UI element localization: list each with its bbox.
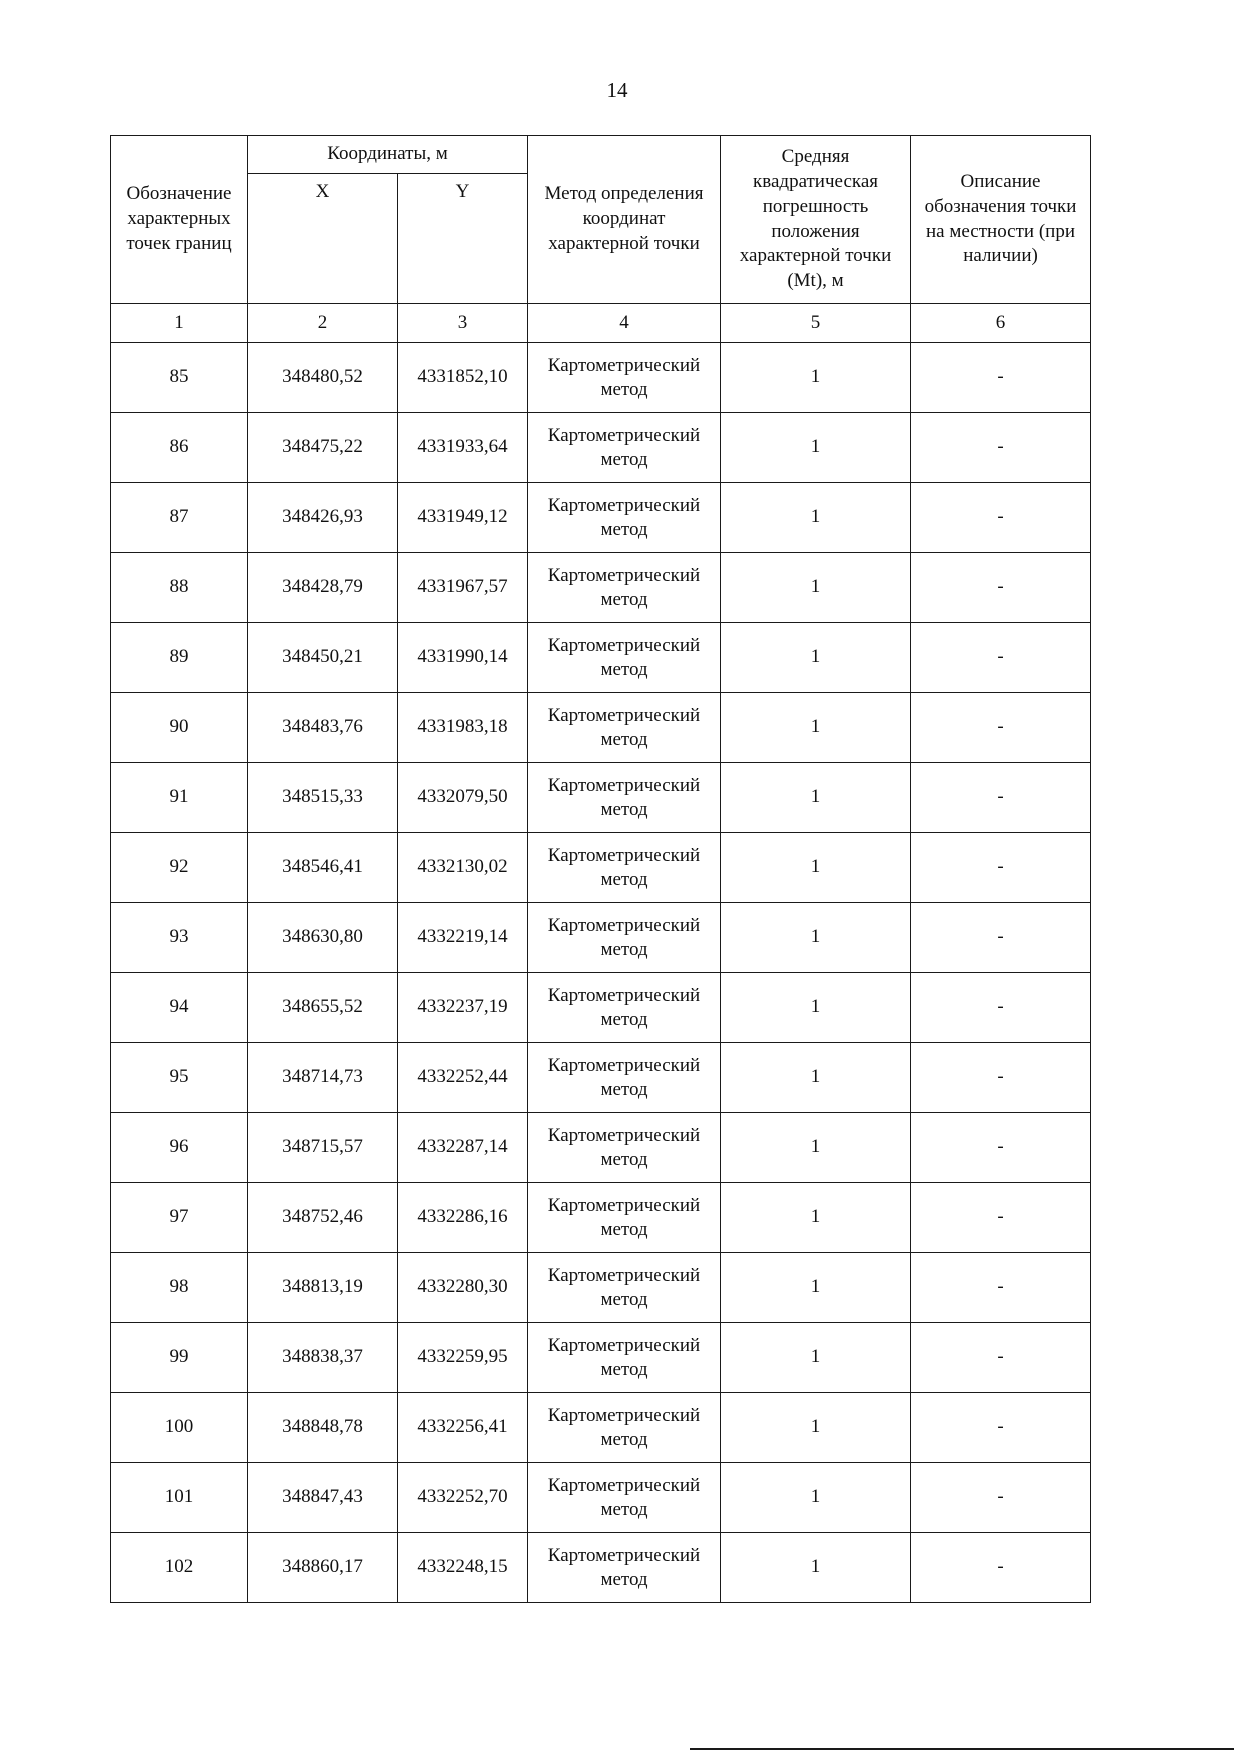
method-cell: Картометрический метод <box>528 1043 721 1113</box>
x-coordinate-cell: 348813,19 <box>248 1253 398 1323</box>
x-coordinate-cell: 348655,52 <box>248 973 398 1043</box>
table-header <box>111 136 1091 343</box>
description-cell: - <box>911 903 1091 973</box>
x-coordinate-cell: 348515,33 <box>248 763 398 833</box>
error-cell: 1 <box>721 553 911 623</box>
x-coordinate-cell: 348714,73 <box>248 1043 398 1113</box>
point-number-cell: 87 <box>111 483 248 553</box>
x-coordinate-cell: 348847,43 <box>248 1463 398 1533</box>
description-cell: - <box>911 553 1091 623</box>
method-cell: Картометрический метод <box>528 833 721 903</box>
point-number-cell: 89 <box>111 623 248 693</box>
y-coordinate-cell: 4332237,19 <box>398 973 528 1043</box>
header-error: Средняя квадратическая погрешность положения характерной точки (Mt), м <box>721 136 911 304</box>
table-row <box>111 553 1091 623</box>
x-coordinate-cell: 348426,93 <box>248 483 398 553</box>
point-number-cell: 91 <box>111 763 248 833</box>
description-cell: - <box>911 1043 1091 1113</box>
table-row <box>111 903 1091 973</box>
error-cell: 1 <box>721 903 911 973</box>
header-coordinates: Координаты, м <box>248 136 528 174</box>
error-cell: 1 <box>721 413 911 483</box>
y-coordinate-cell: 4332130,02 <box>398 833 528 903</box>
description-cell: - <box>911 1113 1091 1183</box>
method-cell: Картометрический метод <box>528 973 721 1043</box>
method-cell: Картометрический метод <box>528 413 721 483</box>
page-number: 14 <box>606 78 628 102</box>
column-number: 2 <box>248 304 398 343</box>
description-cell: - <box>911 1393 1091 1463</box>
method-cell: Картометрический метод <box>528 693 721 763</box>
error-cell: 1 <box>721 1043 911 1113</box>
error-cell: 1 <box>721 1393 911 1463</box>
description-cell: - <box>911 1183 1091 1253</box>
header-x: X <box>248 174 398 304</box>
method-cell: Картометрический метод <box>528 1323 721 1393</box>
error-cell: 1 <box>721 1533 911 1603</box>
method-cell: Картометрический метод <box>528 1253 721 1323</box>
error-cell: 1 <box>721 1463 911 1533</box>
x-coordinate-cell: 348450,21 <box>248 623 398 693</box>
description-cell: - <box>911 483 1091 553</box>
y-coordinate-cell: 4332219,14 <box>398 903 528 973</box>
y-coordinate-cell: 4331949,12 <box>398 483 528 553</box>
table-row <box>111 1043 1091 1113</box>
header-y: Y <box>398 174 528 304</box>
y-coordinate-cell: 4331852,10 <box>398 343 528 413</box>
method-cell: Картометрический метод <box>528 343 721 413</box>
method-cell: Картометрический метод <box>528 1113 721 1183</box>
bottom-divider <box>690 1748 1234 1750</box>
y-coordinate-cell: 4332248,15 <box>398 1533 528 1603</box>
table-row <box>111 693 1091 763</box>
point-number-cell: 96 <box>111 1113 248 1183</box>
table-row <box>111 1533 1091 1603</box>
column-number: 3 <box>398 304 528 343</box>
description-cell: - <box>911 763 1091 833</box>
table-row <box>111 1463 1091 1533</box>
table-body <box>111 343 1091 1603</box>
y-coordinate-cell: 4332252,44 <box>398 1043 528 1113</box>
error-cell: 1 <box>721 693 911 763</box>
point-number-cell: 85 <box>111 343 248 413</box>
point-number-cell: 98 <box>111 1253 248 1323</box>
description-cell: - <box>911 343 1091 413</box>
table-row <box>111 1253 1091 1323</box>
error-cell: 1 <box>721 973 911 1043</box>
description-cell: - <box>911 1253 1091 1323</box>
error-cell: 1 <box>721 483 911 553</box>
method-cell: Картометрический метод <box>528 623 721 693</box>
y-coordinate-cell: 4331967,57 <box>398 553 528 623</box>
y-coordinate-cell: 4332287,14 <box>398 1113 528 1183</box>
column-number: 5 <box>721 304 911 343</box>
description-cell: - <box>911 693 1091 763</box>
error-cell: 1 <box>721 763 911 833</box>
point-number-cell: 95 <box>111 1043 248 1113</box>
x-coordinate-cell: 348475,22 <box>248 413 398 483</box>
table-row <box>111 1183 1091 1253</box>
point-number-cell: 97 <box>111 1183 248 1253</box>
method-cell: Картометрический метод <box>528 763 721 833</box>
error-cell: 1 <box>721 623 911 693</box>
y-coordinate-cell: 4331990,14 <box>398 623 528 693</box>
point-number-cell: 88 <box>111 553 248 623</box>
table-row <box>111 1393 1091 1463</box>
description-cell: - <box>911 623 1091 693</box>
point-number-cell: 99 <box>111 1323 248 1393</box>
header-method: Метод определения координат характерной точки <box>528 136 721 304</box>
header-designation: Обозначение характерных точек границ <box>111 136 248 304</box>
error-cell: 1 <box>721 1323 911 1393</box>
method-cell: Картометрический метод <box>528 483 721 553</box>
error-cell: 1 <box>721 833 911 903</box>
method-cell: Картометрический метод <box>528 1393 721 1463</box>
error-cell: 1 <box>721 1183 911 1253</box>
y-coordinate-cell: 4332259,95 <box>398 1323 528 1393</box>
description-cell: - <box>911 1323 1091 1393</box>
x-coordinate-cell: 348428,79 <box>248 553 398 623</box>
x-coordinate-cell: 348483,76 <box>248 693 398 763</box>
point-number-cell: 100 <box>111 1393 248 1463</box>
y-coordinate-cell: 4332079,50 <box>398 763 528 833</box>
point-number-cell: 101 <box>111 1463 248 1533</box>
description-cell: - <box>911 833 1091 903</box>
x-coordinate-cell: 348715,57 <box>248 1113 398 1183</box>
y-coordinate-cell: 4332286,16 <box>398 1183 528 1253</box>
method-cell: Картометрический метод <box>528 1183 721 1253</box>
y-coordinate-cell: 4331983,18 <box>398 693 528 763</box>
y-coordinate-cell: 4332252,70 <box>398 1463 528 1533</box>
table-row <box>111 343 1091 413</box>
table-row <box>111 1323 1091 1393</box>
y-coordinate-cell: 4332280,30 <box>398 1253 528 1323</box>
point-number-cell: 94 <box>111 973 248 1043</box>
description-cell: - <box>911 1533 1091 1603</box>
x-coordinate-cell: 348480,52 <box>248 343 398 413</box>
method-cell: Картометрический метод <box>528 1533 721 1603</box>
table-row <box>111 763 1091 833</box>
table-row <box>111 833 1091 903</box>
x-coordinate-cell: 348838,37 <box>248 1323 398 1393</box>
coordinates-table <box>110 135 1091 1603</box>
column-number-row <box>111 304 1091 343</box>
point-number-cell: 92 <box>111 833 248 903</box>
y-coordinate-cell: 4331933,64 <box>398 413 528 483</box>
description-cell: - <box>911 1463 1091 1533</box>
error-cell: 1 <box>721 1253 911 1323</box>
header-description: Описание обозначения точки на местности (при наличии) <box>911 136 1091 304</box>
column-number: 4 <box>528 304 721 343</box>
column-number: 1 <box>111 304 248 343</box>
table-row <box>111 973 1091 1043</box>
table-row <box>111 623 1091 693</box>
point-number-cell: 102 <box>111 1533 248 1603</box>
column-number: 6 <box>911 304 1091 343</box>
method-cell: Картометрический метод <box>528 553 721 623</box>
x-coordinate-cell: 348546,41 <box>248 833 398 903</box>
error-cell: 1 <box>721 343 911 413</box>
description-cell: - <box>911 973 1091 1043</box>
x-coordinate-cell: 348848,78 <box>248 1393 398 1463</box>
table-row <box>111 413 1091 483</box>
y-coordinate-cell: 4332256,41 <box>398 1393 528 1463</box>
description-cell: - <box>911 413 1091 483</box>
x-coordinate-cell: 348752,46 <box>248 1183 398 1253</box>
table-row <box>111 1113 1091 1183</box>
x-coordinate-cell: 348630,80 <box>248 903 398 973</box>
method-cell: Картометрический метод <box>528 903 721 973</box>
point-number-cell: 93 <box>111 903 248 973</box>
x-coordinate-cell: 348860,17 <box>248 1533 398 1603</box>
point-number-cell: 90 <box>111 693 248 763</box>
error-cell: 1 <box>721 1113 911 1183</box>
point-number-cell: 86 <box>111 413 248 483</box>
method-cell: Картометрический метод <box>528 1463 721 1533</box>
table-row <box>111 483 1091 553</box>
